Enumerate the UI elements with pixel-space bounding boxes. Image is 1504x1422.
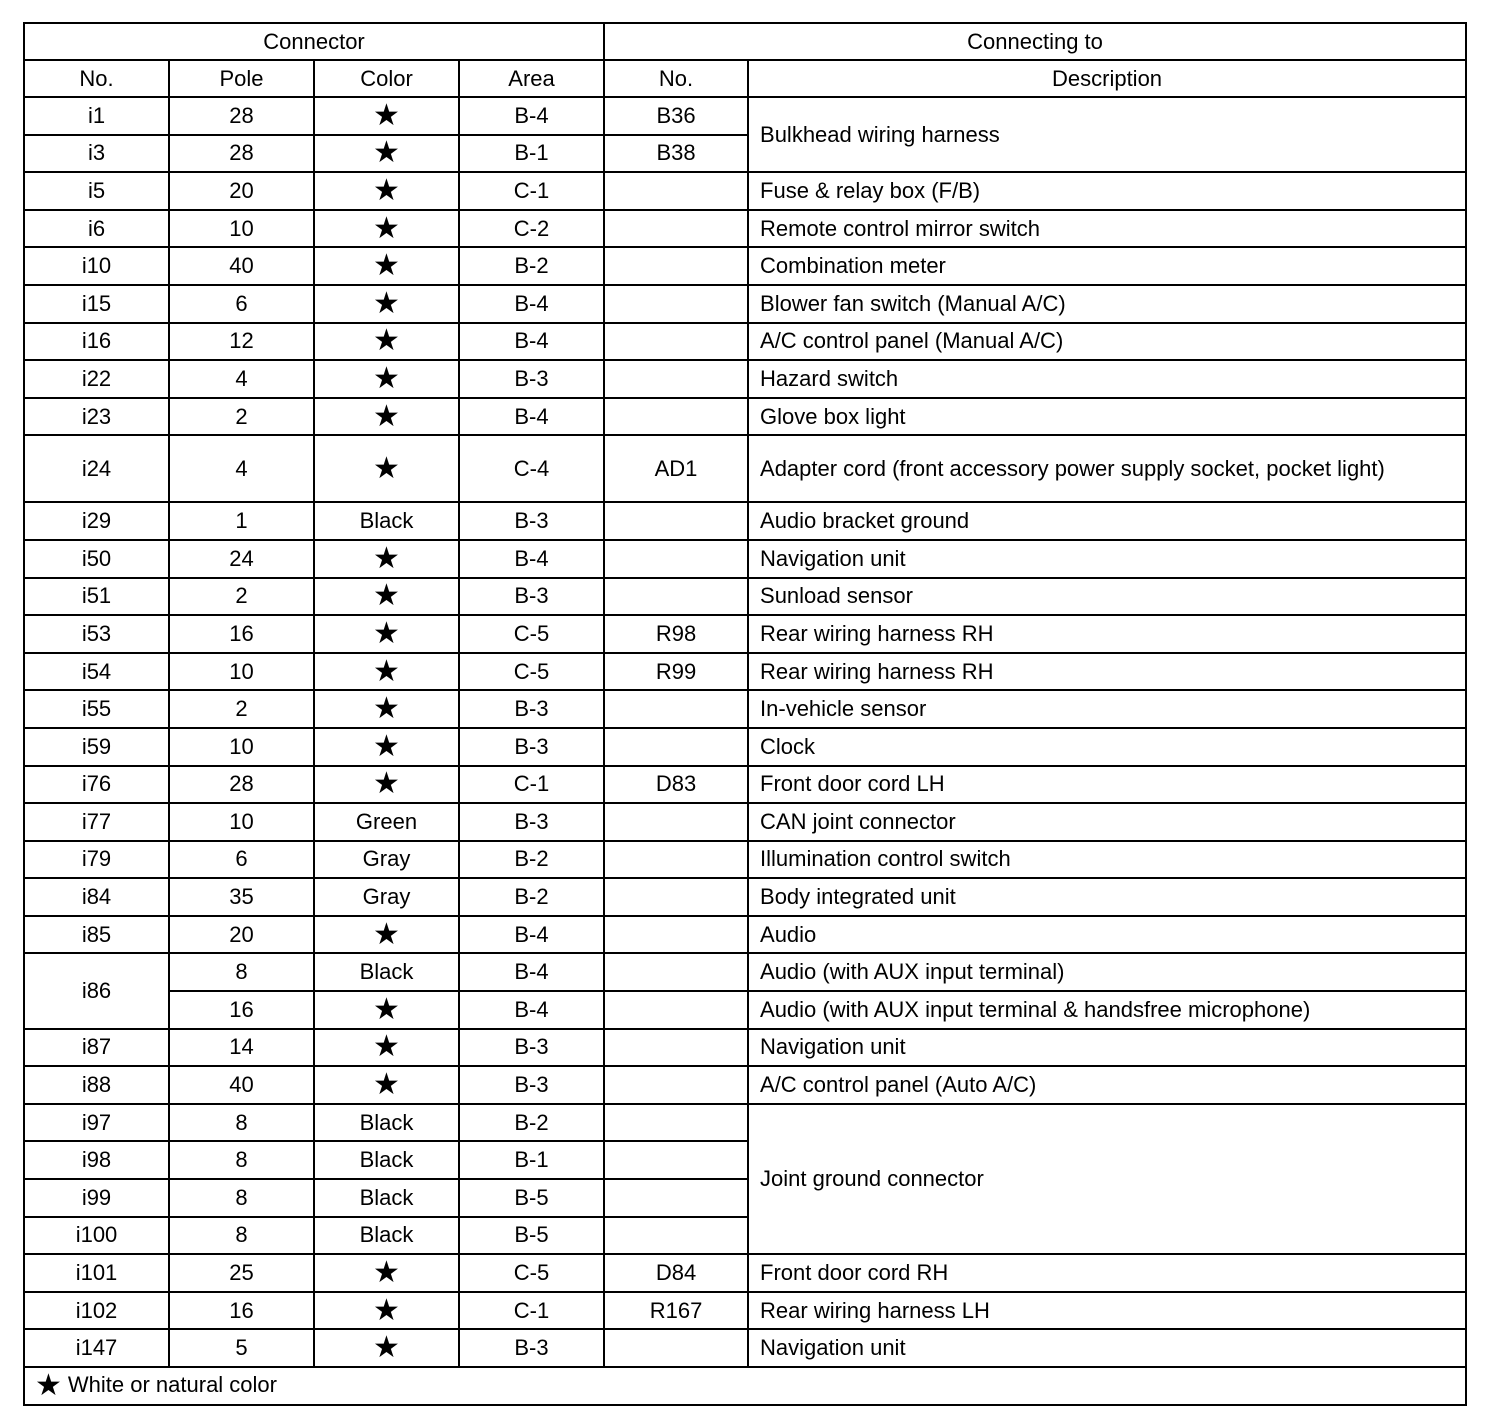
cell-to-no: D84: [604, 1254, 748, 1292]
cell-pole: 10: [169, 803, 314, 841]
cell-pole: 10: [169, 210, 314, 248]
cell-description: Rear wiring harness LH: [748, 1292, 1466, 1330]
cell-area: C-5: [459, 615, 604, 653]
cell-pole: 4: [169, 360, 314, 398]
table-row: [24, 1329, 1466, 1367]
cell-area: B-1: [459, 135, 604, 173]
cell-to-no: AD1: [604, 435, 748, 502]
cell-to-no: [604, 991, 748, 1029]
cell-description: Rear wiring harness RH: [748, 615, 1466, 653]
cell-to-no: [604, 398, 748, 436]
cell-pole: 6: [169, 841, 314, 879]
cell-description: Clock: [748, 728, 1466, 766]
cell-area: B-5: [459, 1217, 604, 1255]
cell-pole: 14: [169, 1029, 314, 1067]
cell-pole: 25: [169, 1254, 314, 1292]
cell-no: i79: [24, 841, 169, 879]
cell-color: ★: [314, 1254, 459, 1292]
table-row: [24, 210, 1466, 248]
cell-to-no: B38: [604, 135, 748, 173]
cell-area: C-1: [459, 1292, 604, 1330]
cell-pole: 40: [169, 1066, 314, 1104]
cell-no: i59: [24, 728, 169, 766]
cell-no: i29: [24, 502, 169, 540]
cell-color: ★: [314, 323, 459, 361]
cell-to-no: [604, 540, 748, 578]
cell-description: Illumination control switch: [748, 841, 1466, 879]
cell-pole: 2: [169, 690, 314, 728]
cell-to-no: [604, 360, 748, 398]
header-description: Description: [748, 60, 1466, 97]
cell-no: i16: [24, 323, 169, 361]
cell-color: ★: [314, 135, 459, 173]
cell-description: A/C control panel (Auto A/C): [748, 1066, 1466, 1104]
cell-pole: 28: [169, 97, 314, 135]
table-row: [24, 728, 1466, 766]
cell-area: B-2: [459, 841, 604, 879]
cell-description: Audio (with AUX input terminal): [748, 953, 1466, 991]
cell-description: Joint ground connector: [748, 1104, 1466, 1254]
table-row: [24, 1254, 1466, 1292]
cell-color: Gray: [314, 841, 459, 879]
table-row: [24, 615, 1466, 653]
legend: [24, 1367, 1466, 1405]
cell-area: B-4: [459, 916, 604, 954]
cell-to-no: [604, 953, 748, 991]
cell-area: B-4: [459, 398, 604, 436]
cell-no: i50: [24, 540, 169, 578]
table-row: [24, 360, 1466, 398]
cell-color: Black: [314, 1179, 459, 1217]
cell-pole: 8: [169, 1141, 314, 1179]
header-group-row: [24, 23, 1466, 60]
cell-no: i76: [24, 766, 169, 804]
cell-area: B-4: [459, 285, 604, 323]
cell-color: ★: [314, 615, 459, 653]
cell-no: i84: [24, 878, 169, 916]
cell-to-no: [604, 1029, 748, 1067]
star-icon: ★: [35, 1369, 62, 1403]
cell-description: Fuse & relay box (F/B): [748, 172, 1466, 210]
cell-to-no: R99: [604, 653, 748, 691]
cell-color: ★: [314, 916, 459, 954]
cell-area: B-3: [459, 1066, 604, 1104]
cell-description: Audio bracket ground: [748, 502, 1466, 540]
cell-to-no: [604, 841, 748, 879]
cell-color: ★: [314, 398, 459, 436]
cell-color: ★: [314, 991, 459, 1029]
cell-to-no: [604, 172, 748, 210]
cell-no: i15: [24, 285, 169, 323]
cell-description: Blower fan switch (Manual A/C): [748, 285, 1466, 323]
cell-color: ★: [314, 210, 459, 248]
legend-row: [24, 1367, 1466, 1405]
cell-no: i100: [24, 1217, 169, 1255]
header-area: Area: [459, 60, 604, 97]
table-row: [24, 1029, 1466, 1067]
cell-pole: 16: [169, 615, 314, 653]
header-to-no: No.: [604, 60, 748, 97]
header-color: Color: [314, 60, 459, 97]
cell-color: Black: [314, 502, 459, 540]
cell-description: Navigation unit: [748, 540, 1466, 578]
table-row: [24, 953, 1466, 991]
table-row: [24, 578, 1466, 616]
cell-area: B-1: [459, 1141, 604, 1179]
table-row: [24, 916, 1466, 954]
cell-pole: 2: [169, 398, 314, 436]
cell-description: Combination meter: [748, 247, 1466, 285]
cell-color: ★: [314, 247, 459, 285]
cell-area: B-2: [459, 1104, 604, 1142]
cell-description: In-vehicle sensor: [748, 690, 1466, 728]
cell-no: i3: [24, 135, 169, 173]
cell-no: i85: [24, 916, 169, 954]
table-row: [24, 690, 1466, 728]
cell-pole: 16: [169, 1292, 314, 1330]
cell-no: i53: [24, 615, 169, 653]
cell-description: Adapter cord (front accessory power supply socket, pocket light): [748, 435, 1466, 502]
cell-area: B-4: [459, 540, 604, 578]
cell-color: ★: [314, 435, 459, 502]
cell-area: B-3: [459, 1329, 604, 1367]
cell-description: Remote control mirror switch: [748, 210, 1466, 248]
cell-area: B-4: [459, 991, 604, 1029]
cell-no: i54: [24, 653, 169, 691]
cell-color: Gray: [314, 878, 459, 916]
cell-area: B-3: [459, 803, 604, 841]
cell-area: B-3: [459, 728, 604, 766]
cell-area: B-4: [459, 323, 604, 361]
cell-area: C-2: [459, 210, 604, 248]
cell-no: i1: [24, 97, 169, 135]
cell-color: Black: [314, 1104, 459, 1142]
cell-area: B-3: [459, 1029, 604, 1067]
table-row: [24, 1104, 1466, 1142]
cell-pole: 28: [169, 766, 314, 804]
table-row: [24, 540, 1466, 578]
cell-color: ★: [314, 1292, 459, 1330]
cell-area: B-2: [459, 878, 604, 916]
cell-color: ★: [314, 690, 459, 728]
table-row: [24, 841, 1466, 879]
cell-to-no: [604, 916, 748, 954]
header-no: No.: [24, 60, 169, 97]
cell-pole: 40: [169, 247, 314, 285]
cell-area: B-4: [459, 97, 604, 135]
cell-no: i147: [24, 1329, 169, 1367]
header-column-row: [24, 60, 1466, 97]
cell-no: i101: [24, 1254, 169, 1292]
cell-color: ★: [314, 172, 459, 210]
cell-to-no: [604, 1217, 748, 1255]
cell-pole: 16: [169, 991, 314, 1029]
cell-area: C-1: [459, 766, 604, 804]
cell-area: C-5: [459, 1254, 604, 1292]
cell-no: i99: [24, 1179, 169, 1217]
cell-to-no: B36: [604, 97, 748, 135]
cell-to-no: [604, 878, 748, 916]
cell-no: i23: [24, 398, 169, 436]
cell-description: Glove box light: [748, 398, 1466, 436]
cell-color: ★: [314, 540, 459, 578]
cell-description: Navigation unit: [748, 1029, 1466, 1067]
cell-pole: 10: [169, 728, 314, 766]
cell-to-no: [604, 728, 748, 766]
header-pole: Pole: [169, 60, 314, 97]
cell-to-no: [604, 578, 748, 616]
table-row: [24, 1292, 1466, 1330]
cell-no: i5: [24, 172, 169, 210]
cell-to-no: [604, 285, 748, 323]
cell-pole: 35: [169, 878, 314, 916]
cell-area: C-1: [459, 172, 604, 210]
cell-no: i77: [24, 803, 169, 841]
table-row: [24, 247, 1466, 285]
table-row: [24, 398, 1466, 436]
cell-area: B-2: [459, 247, 604, 285]
cell-no: i10: [24, 247, 169, 285]
cell-color: ★: [314, 653, 459, 691]
cell-pole: 20: [169, 172, 314, 210]
cell-color: ★: [314, 1329, 459, 1367]
cell-description: Sunload sensor: [748, 578, 1466, 616]
cell-pole: 6: [169, 285, 314, 323]
cell-pole: 20: [169, 916, 314, 954]
cell-pole: 8: [169, 1217, 314, 1255]
cell-description: Rear wiring harness RH: [748, 653, 1466, 691]
cell-to-no: [604, 323, 748, 361]
cell-no: i24: [24, 435, 169, 502]
cell-color: Green: [314, 803, 459, 841]
header-connecting-to: Connecting to: [604, 23, 1466, 60]
cell-area: B-3: [459, 578, 604, 616]
cell-no: i87: [24, 1029, 169, 1067]
cell-area: B-3: [459, 690, 604, 728]
cell-description: Body integrated unit: [748, 878, 1466, 916]
cell-no: i88: [24, 1066, 169, 1104]
cell-description: Front door cord RH: [748, 1254, 1466, 1292]
cell-to-no: [604, 1179, 748, 1217]
cell-pole: 8: [169, 1179, 314, 1217]
cell-area: B-5: [459, 1179, 604, 1217]
cell-to-no: R98: [604, 615, 748, 653]
cell-to-no: [604, 1104, 748, 1142]
cell-to-no: [604, 502, 748, 540]
connector-table: [23, 22, 1467, 1406]
cell-to-no: [604, 1066, 748, 1104]
cell-pole: 24: [169, 540, 314, 578]
header-connector: Connector: [24, 23, 604, 60]
cell-pole: 28: [169, 135, 314, 173]
cell-color: ★: [314, 285, 459, 323]
table-row: [24, 878, 1466, 916]
cell-area: B-3: [459, 502, 604, 540]
table-row: [24, 766, 1466, 804]
cell-description: Hazard switch: [748, 360, 1466, 398]
cell-color: Black: [314, 953, 459, 991]
cell-pole: 1: [169, 502, 314, 540]
table-row: [24, 1066, 1466, 1104]
cell-description: Front door cord LH: [748, 766, 1466, 804]
cell-description: CAN joint connector: [748, 803, 1466, 841]
cell-color: Black: [314, 1141, 459, 1179]
cell-pole: 8: [169, 1104, 314, 1142]
cell-color: ★: [314, 766, 459, 804]
table-row: [24, 653, 1466, 691]
cell-description: A/C control panel (Manual A/C): [748, 323, 1466, 361]
cell-to-no: [604, 803, 748, 841]
cell-pole: 10: [169, 653, 314, 691]
cell-area: C-4: [459, 435, 604, 502]
cell-pole: 5: [169, 1329, 314, 1367]
cell-no: i6: [24, 210, 169, 248]
cell-color: ★: [314, 97, 459, 135]
legend-text: White or natural color: [67, 1372, 277, 1398]
cell-no: i98: [24, 1141, 169, 1179]
cell-description: Bulkhead wiring harness: [748, 97, 1466, 172]
cell-color: ★: [314, 578, 459, 616]
cell-color: Black: [314, 1217, 459, 1255]
cell-to-no: R167: [604, 1292, 748, 1330]
cell-no: i102: [24, 1292, 169, 1330]
cell-pole: 12: [169, 323, 314, 361]
table-row: [24, 991, 1466, 1029]
cell-pole: 8: [169, 953, 314, 991]
cell-no: i22: [24, 360, 169, 398]
table-row: [24, 323, 1466, 361]
cell-to-no: [604, 1329, 748, 1367]
cell-no: i97: [24, 1104, 169, 1142]
table-row: [24, 97, 1466, 135]
cell-description: Navigation unit: [748, 1329, 1466, 1367]
cell-description: Audio: [748, 916, 1466, 954]
cell-area: B-3: [459, 360, 604, 398]
table-row: [24, 285, 1466, 323]
table-row: [24, 803, 1466, 841]
table-row: [24, 172, 1466, 210]
cell-color: ★: [314, 360, 459, 398]
cell-color: ★: [314, 1029, 459, 1067]
cell-area: C-5: [459, 653, 604, 691]
cell-pole: 4: [169, 435, 314, 502]
cell-description: Audio (with AUX input terminal & handsfree microphone): [748, 991, 1466, 1029]
cell-color: ★: [314, 1066, 459, 1104]
cell-no: i55: [24, 690, 169, 728]
cell-area: B-4: [459, 953, 604, 991]
cell-to-no: D83: [604, 766, 748, 804]
cell-to-no: [604, 690, 748, 728]
table-row: [24, 435, 1466, 502]
cell-no: i51: [24, 578, 169, 616]
cell-pole: 2: [169, 578, 314, 616]
cell-to-no: [604, 1141, 748, 1179]
cell-no: i86: [24, 953, 169, 1028]
cell-to-no: [604, 210, 748, 248]
cell-color: ★: [314, 728, 459, 766]
cell-to-no: [604, 247, 748, 285]
table-row: [24, 502, 1466, 540]
